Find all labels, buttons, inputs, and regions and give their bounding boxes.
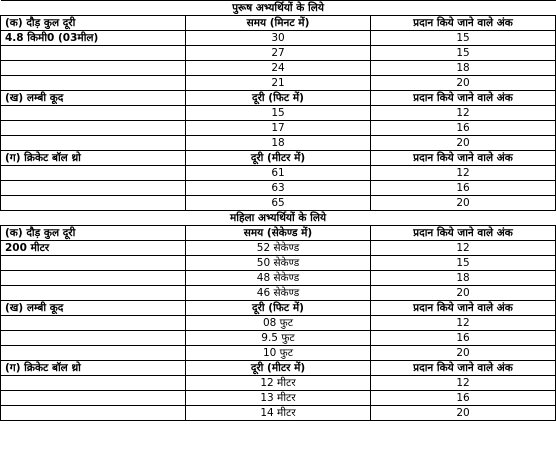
- measure-value: 61: [186, 166, 371, 181]
- table-row: [1, 271, 556, 286]
- marks-header: प्रदान किये जाने वाले अंक: [371, 361, 556, 376]
- event-sublabel: [1, 136, 186, 151]
- marks-value: 15: [371, 46, 556, 61]
- marks-value: 12: [371, 316, 556, 331]
- marks-header: प्रदान किये जाने वाले अंक: [371, 91, 556, 106]
- table-row: [1, 136, 556, 151]
- measure-value: 15: [186, 106, 371, 121]
- measure-value: 50 सेकेण्ड: [186, 256, 371, 271]
- table-row: [1, 241, 556, 256]
- marks-value: 12: [371, 106, 556, 121]
- event-sublabel: [1, 286, 186, 301]
- event-sublabel: [1, 271, 186, 286]
- table-row: [1, 76, 556, 91]
- marks-value: 18: [371, 271, 556, 286]
- event-sublabel: [1, 76, 186, 91]
- measure-header: दूरी (मीटर में): [186, 151, 371, 166]
- table-row: [1, 61, 556, 76]
- measure-value: 08 फुट: [186, 316, 371, 331]
- event-sublabel: [1, 166, 186, 181]
- measure-value: 18: [186, 136, 371, 151]
- event-label: (क) दौड़ कुल दूरी: [1, 226, 186, 241]
- event-header-row: [1, 361, 556, 376]
- event-sublabel: [1, 256, 186, 271]
- marks-header: प्रदान किये जाने वाले अंक: [371, 301, 556, 316]
- table-row: [1, 166, 556, 181]
- marks-value: 12: [371, 376, 556, 391]
- measure-value: 9.5 फुट: [186, 331, 371, 346]
- measure-value: 13 मीटर: [186, 391, 371, 406]
- section-title: पुरूष अभ्यर्थियों के लिये: [1, 1, 556, 16]
- event-sublabel: [1, 181, 186, 196]
- marks-value: 16: [371, 391, 556, 406]
- marks-header: प्रदान किये जाने वाले अंक: [371, 151, 556, 166]
- measure-header: दूरी (फिट में): [186, 301, 371, 316]
- event-sublabel: [1, 376, 186, 391]
- event-sublabel: [1, 346, 186, 361]
- table-row: [1, 106, 556, 121]
- marks-value: 12: [371, 241, 556, 256]
- measure-value: 63: [186, 181, 371, 196]
- event-label: (ग) क्रिकेट बॉल थ्रो: [1, 151, 186, 166]
- marks-value: 16: [371, 121, 556, 136]
- event-sublabel: [1, 316, 186, 331]
- event-label: (ख) लम्बी कूद: [1, 301, 186, 316]
- table-row: [1, 331, 556, 346]
- measure-header: समय (मिनट में): [186, 16, 371, 31]
- measure-value: 30: [186, 31, 371, 46]
- section-title-row: [1, 1, 556, 16]
- section-title-row: [1, 211, 556, 226]
- marks-value: 18: [371, 61, 556, 76]
- marks-value: 16: [371, 181, 556, 196]
- table-row: [1, 286, 556, 301]
- event-sublabel: 200 मीटर: [1, 241, 186, 256]
- marks-header: प्रदान किये जाने वाले अंक: [371, 226, 556, 241]
- marks-value: 20: [371, 406, 556, 421]
- measure-value: 10 फुट: [186, 346, 371, 361]
- table-row: [1, 406, 556, 421]
- event-header-row: [1, 91, 556, 106]
- event-label: (ग) क्रिकेट बॉल थ्रो: [1, 361, 186, 376]
- table-row: [1, 256, 556, 271]
- event-sublabel: [1, 406, 186, 421]
- measure-value: 14 मीटर: [186, 406, 371, 421]
- event-label: (क) दौड़ कुल दूरी: [1, 16, 186, 31]
- measure-value: 17: [186, 121, 371, 136]
- section-title: महिला अभ्यर्थियों के लिये: [1, 211, 556, 226]
- marks-value: 20: [371, 196, 556, 211]
- measure-header: दूरी (फिट में): [186, 91, 371, 106]
- marks-value: 20: [371, 136, 556, 151]
- event-sublabel: [1, 391, 186, 406]
- table-row: [1, 196, 556, 211]
- measure-value: 24: [186, 61, 371, 76]
- measure-value: 21: [186, 76, 371, 91]
- marks-value: 15: [371, 31, 556, 46]
- marks-value: 12: [371, 166, 556, 181]
- table-row: [1, 376, 556, 391]
- event-label: (ख) लम्बी कूद: [1, 91, 186, 106]
- event-sublabel: [1, 106, 186, 121]
- event-sublabel: [1, 196, 186, 211]
- marks-value: 20: [371, 76, 556, 91]
- event-sublabel: [1, 331, 186, 346]
- measure-value: 12 मीटर: [186, 376, 371, 391]
- event-header-row: [1, 151, 556, 166]
- marks-value: 20: [371, 346, 556, 361]
- table-row: [1, 46, 556, 61]
- event-sublabel: [1, 121, 186, 136]
- measure-value: 48 सेकेण्ड: [186, 271, 371, 286]
- measure-header: समय (सेकेण्ड में): [186, 226, 371, 241]
- table-row: [1, 316, 556, 331]
- marks-header: प्रदान किये जाने वाले अंक: [371, 16, 556, 31]
- table-row: [1, 346, 556, 361]
- event-sublabel: [1, 46, 186, 61]
- event-header-row: [1, 301, 556, 316]
- event-sublabel: 4.8 किमी0 (03मील): [1, 31, 186, 46]
- measure-header: दूरी (मीटर में): [186, 361, 371, 376]
- table-row: [1, 31, 556, 46]
- measure-value: 27: [186, 46, 371, 61]
- marks-value: 20: [371, 286, 556, 301]
- event-sublabel: [1, 61, 186, 76]
- measure-value: 52 सेकेण्ड: [186, 241, 371, 256]
- table-row: [1, 391, 556, 406]
- event-header-row: [1, 16, 556, 31]
- table-row: [1, 121, 556, 136]
- marks-value: 16: [371, 331, 556, 346]
- table-row: [1, 181, 556, 196]
- event-header-row: [1, 226, 556, 241]
- measure-value: 46 सेकेण्ड: [186, 286, 371, 301]
- measure-value: 65: [186, 196, 371, 211]
- marks-value: 15: [371, 256, 556, 271]
